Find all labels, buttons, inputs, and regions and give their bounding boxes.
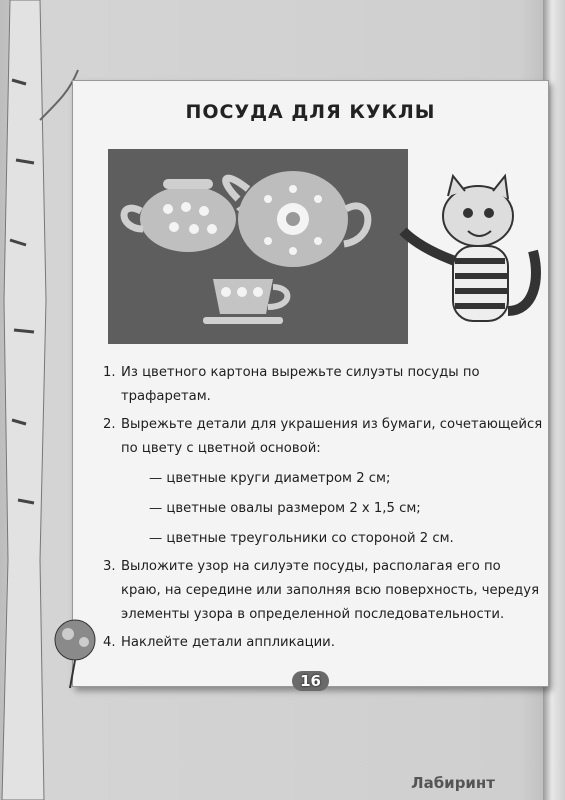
step-subitem: — цветные овалы размером 2 х 1,5 см; [149,501,421,516]
craft-photo [108,149,408,344]
step-number: 3. [103,559,116,574]
step-text: Наклейте детали аппликации. [121,635,335,650]
step-2 [103,413,543,551]
instruction-steps [103,361,543,655]
step-4 [103,631,543,655]
step-1 [103,361,543,409]
step-3 [103,555,543,627]
instruction-card [72,80,549,690]
watermark: Лабиринт [411,774,495,792]
step-text: Выложите узор на силуэте посуды, располагая его по краю, на середине или заполняя всю поверхность, чередуя элементы узора в определенной последовательности. [121,559,540,622]
page-number-text: 16 [292,671,329,691]
step-subitem: — цветные треугольники со стороной 2 см. [149,531,454,546]
step-number: 1. [103,365,116,380]
step-subitem: — цветные круги диаметром 2 см; [149,471,391,486]
step-text: Из цветного картона вырежьте силуэты посуды по трафаретам. [121,365,480,404]
step-number: 2. [103,417,116,432]
teaware-applique-image [108,149,408,344]
page-number [73,671,548,691]
flower-decoration [40,610,110,690]
step-text: Вырежьте детали для украшения из бумаги, сочетающейся по цвету с цветной основой: [121,417,543,456]
step-number: 4. [103,635,116,650]
cat-illustration [393,171,543,361]
page-title: ПОСУДА ДЛЯ КУКЛЫ [185,101,436,123]
